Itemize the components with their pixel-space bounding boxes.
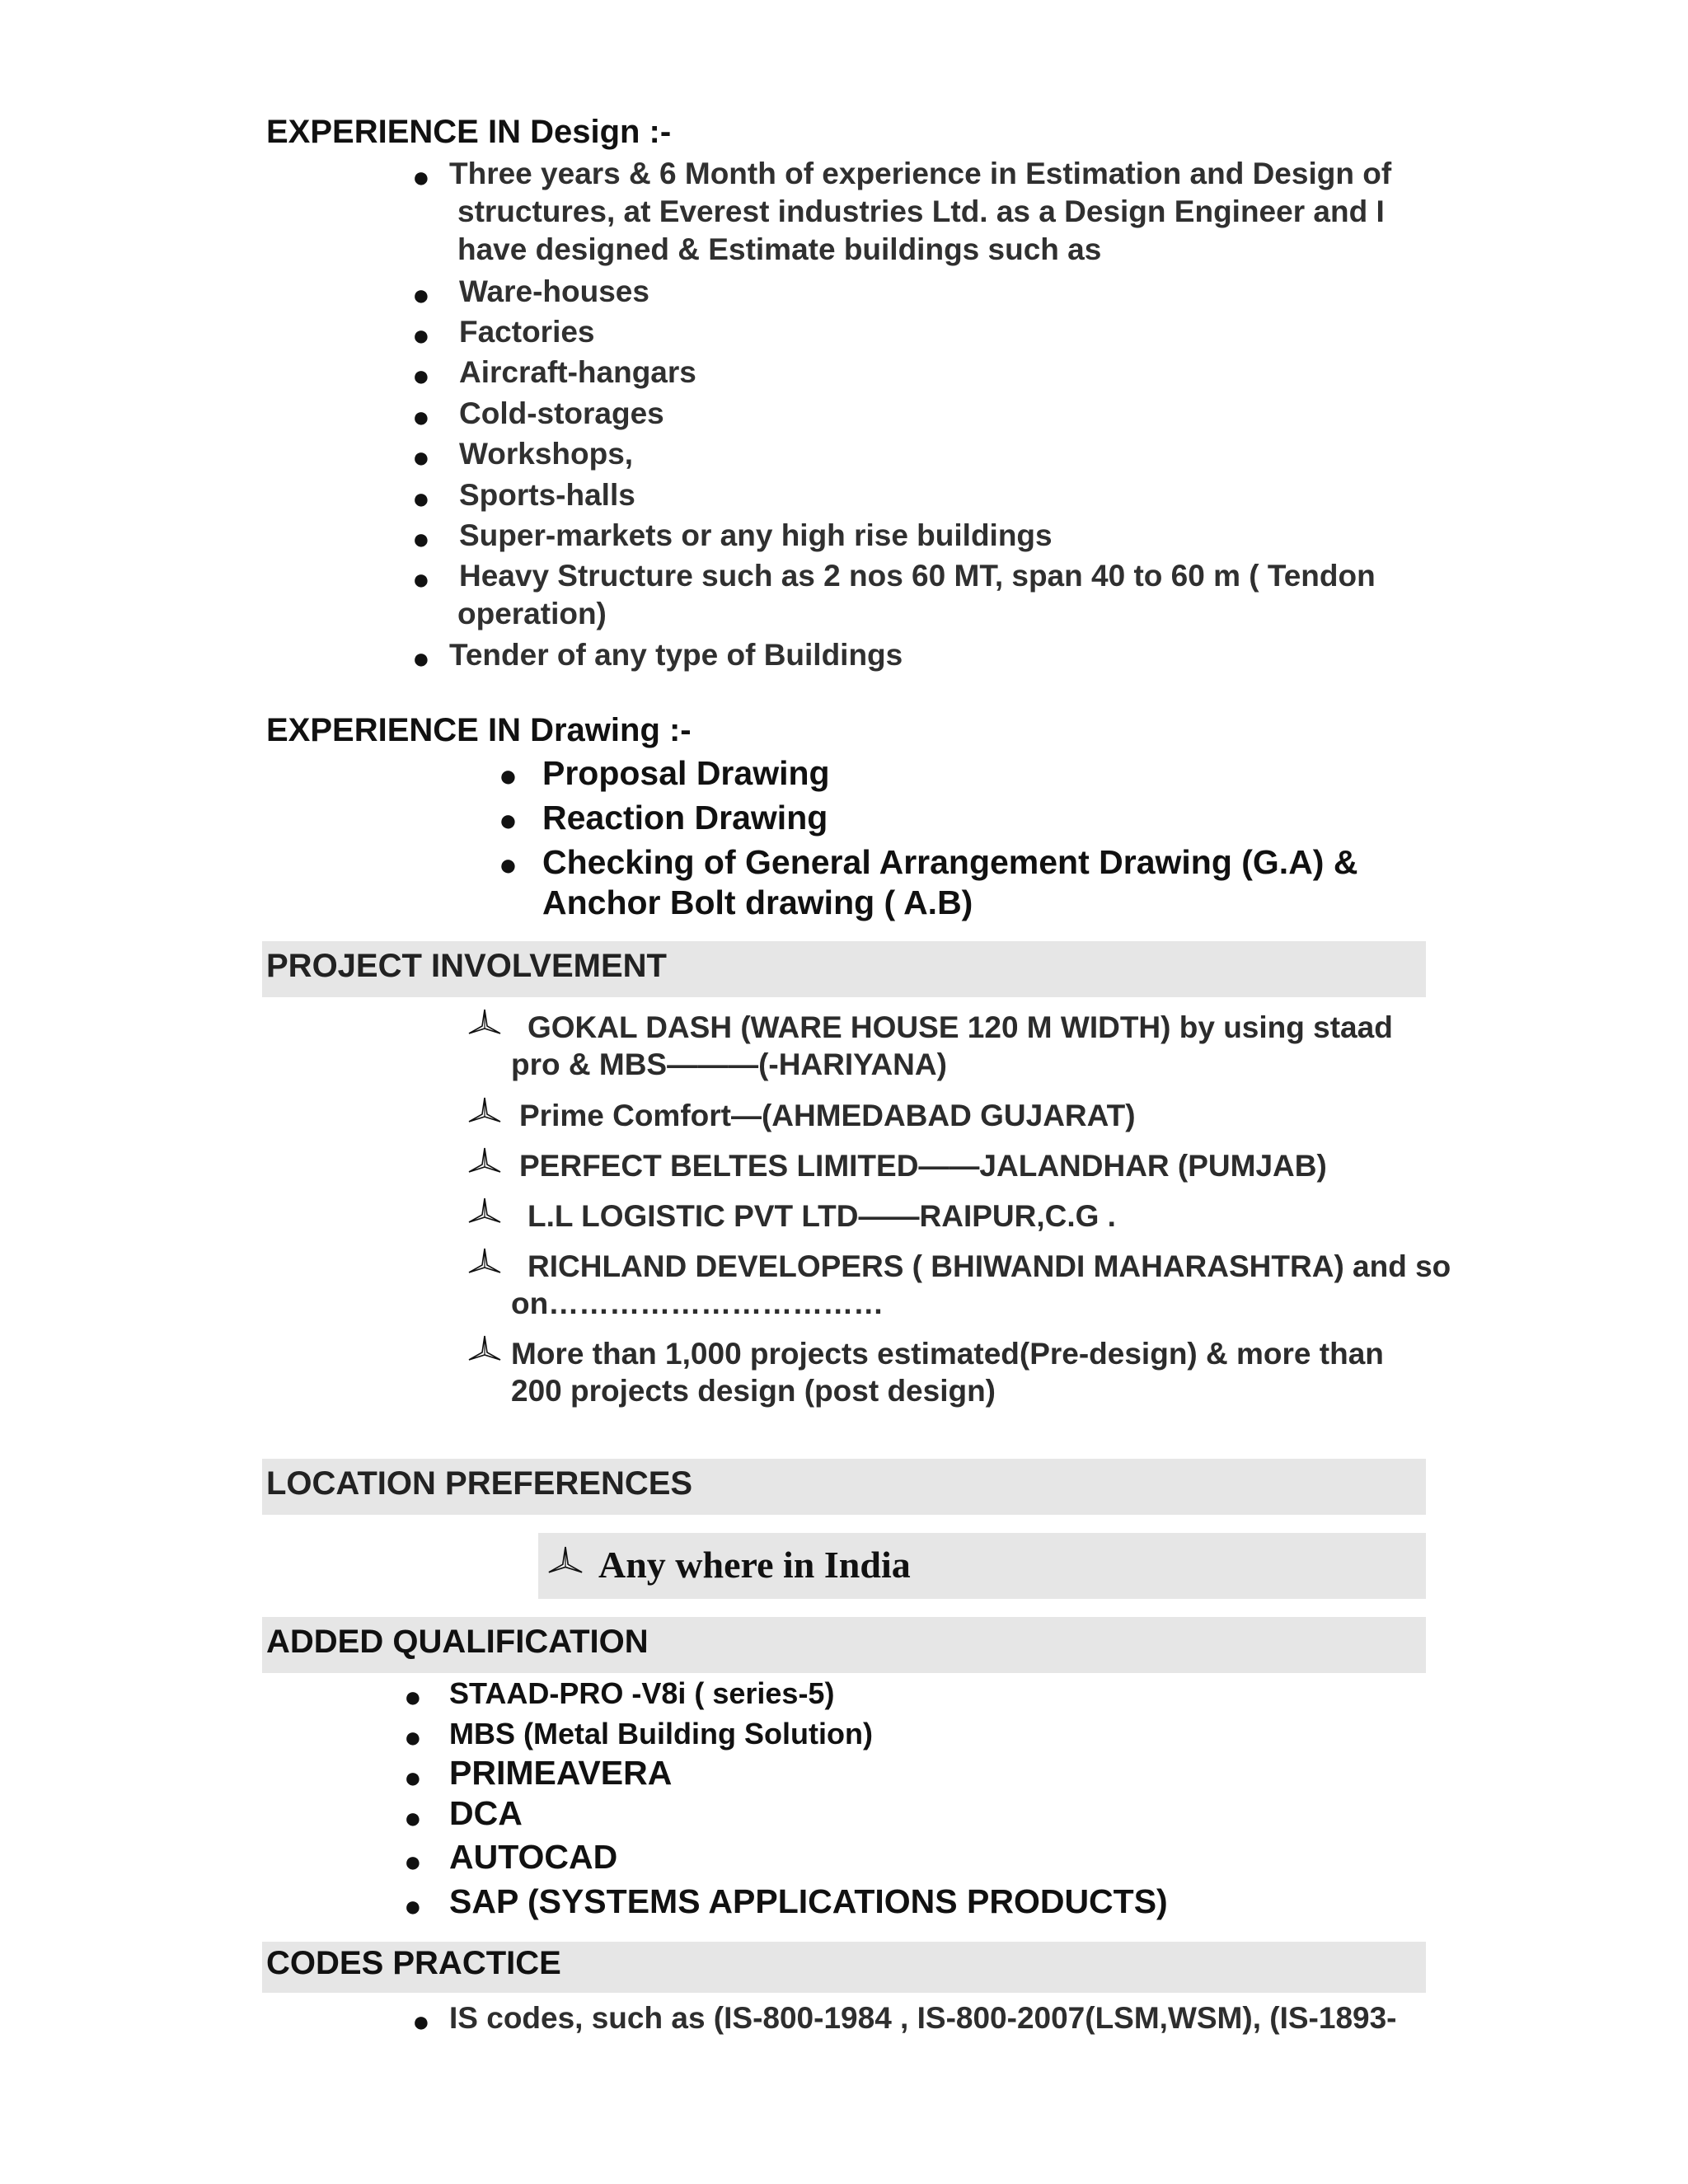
design-heading: EXPERIENCE IN Design :- [266, 114, 672, 150]
bullet-icon: ● [412, 400, 430, 434]
design-item-line: Aircraft-hangars [459, 355, 696, 389]
design-item-line: Tender of any type of Buildings [449, 638, 903, 672]
design-item-line: Factories [459, 315, 595, 349]
bullet-icon: ● [404, 1760, 422, 1794]
qualification-item: AUTOCAD [449, 1838, 618, 1876]
drawing-item-line: Proposal Drawing [542, 754, 830, 792]
bullet-icon: ● [404, 1801, 422, 1835]
project-item-line: PERFECT BELTES LIMITED——JALANDHAR (PUMJAB) [519, 1149, 1327, 1183]
project-heading: PROJECT INVOLVEMENT [266, 948, 667, 984]
project-item-line: RICHLAND DEVELOPERS ( BHIWANDI MAHARASHTRA) and so [528, 1249, 1451, 1283]
three-point-star-icon [468, 1097, 501, 1125]
bullet-icon: ● [412, 2004, 430, 2038]
design-item-line: operation) [457, 597, 607, 630]
design-item-line: Heavy Structure such as 2 nos 60 MT, span 40 to 60 m ( Tendon [459, 559, 1376, 593]
bullet-icon: ● [412, 278, 430, 312]
bullet-icon: ● [499, 848, 518, 883]
three-point-star-icon [468, 1248, 501, 1276]
bullet-icon: ● [412, 160, 430, 194]
three-point-star-icon [468, 1009, 501, 1037]
project-item-line: GOKAL DASH (WARE HOUSE 120 M WIDTH) by using staad [528, 1010, 1393, 1044]
design-item-line: structures, at Everest industries Ltd. as a Design Engineer and I [457, 194, 1385, 228]
bullet-icon: ● [404, 1680, 422, 1713]
bullet-icon: ● [412, 481, 430, 515]
design-item-line: Sports-halls [459, 478, 635, 512]
design-item-line: Workshops, [459, 437, 634, 471]
three-point-star-icon [547, 1546, 584, 1576]
codes-heading: CODES PRACTICE [266, 1945, 561, 1981]
project-item-line: L.L LOGISTIC PVT LTD——RAIPUR,C.G . [528, 1199, 1116, 1233]
design-item-line: Cold-storages [459, 396, 664, 430]
bullet-icon: ● [404, 1889, 422, 1923]
location-heading: LOCATION PREFERENCES [266, 1465, 693, 1502]
three-point-star-icon [468, 1147, 501, 1175]
bullet-icon: ● [412, 318, 430, 352]
location-value: Any where in India [598, 1544, 911, 1586]
design-item-line: Super-markets or any high rise buildings [459, 518, 1053, 552]
project-item-line: pro & MBS———(-HARIYANA) [511, 1047, 947, 1081]
three-point-star-icon [468, 1335, 501, 1363]
qualification-heading: ADDED QUALIFICATION [266, 1624, 649, 1660]
design-item-line: have designed & Estimate buildings such as [457, 232, 1102, 266]
design-item-line: Ware-houses [459, 274, 649, 308]
qualification-item: STAAD-PRO -V8i ( series-5) [449, 1676, 835, 1710]
drawing-heading: EXPERIENCE IN Drawing :- [266, 712, 692, 748]
qualification-item: DCA [449, 1794, 523, 1832]
project-item-line: More than 1,000 projects estimated(Pre-design) & more than [511, 1337, 1384, 1371]
bullet-icon: ● [412, 359, 430, 392]
design-item-line: Three years & 6 Month of experience in Estimation and Design of [449, 157, 1392, 190]
bullet-icon: ● [404, 1720, 422, 1754]
bullet-icon: ● [412, 522, 430, 555]
bullet-icon: ● [404, 1844, 422, 1878]
drawing-item-line: Anchor Bolt drawing ( A.B) [542, 883, 973, 921]
bullet-icon: ● [499, 759, 518, 794]
bullet-icon: ● [412, 562, 430, 596]
qualification-item: SAP (SYSTEMS APPLICATIONS PRODUCTS) [449, 1882, 1168, 1920]
qualification-item: PRIMEAVERA [449, 1754, 673, 1792]
project-item-line: 200 projects design (post design) [511, 1374, 996, 1408]
bullet-icon: ● [412, 440, 430, 474]
project-item-line: Prime Comfort—(AHMEDABAD GUJARAT) [519, 1099, 1136, 1132]
bullet-icon: ● [412, 641, 430, 675]
project-item-line: on…………………………… [511, 1286, 884, 1320]
drawing-item-line: Reaction Drawing [542, 799, 828, 837]
bullet-icon: ● [499, 804, 518, 838]
drawing-item-line: Checking of General Arrangement Drawing (G.A) & [542, 843, 1358, 881]
codes-item-line: IS codes, such as (IS-800-1984 , IS-800-2007(LSM,WSM), (IS-1893- [449, 2001, 1397, 2035]
qualification-item: MBS (Metal Building Solution) [449, 1717, 873, 1750]
three-point-star-icon [468, 1197, 501, 1226]
